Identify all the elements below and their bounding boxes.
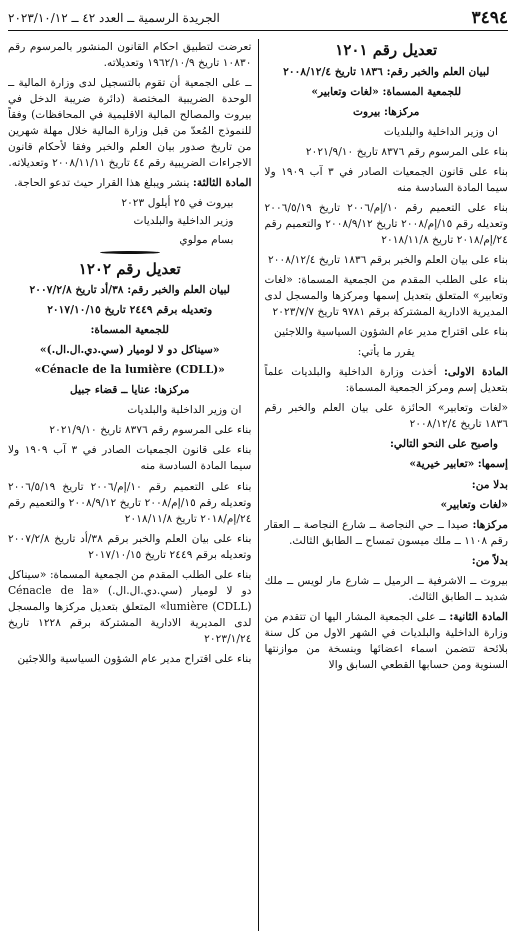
new-seat-label: مركزها: [472, 517, 508, 531]
new-name-label: إسمها: [477, 457, 508, 471]
left-column [8, 39, 258, 931]
amendment-1202-seat: مركزها: عنايا ــ قضاء جبيل [70, 383, 190, 397]
recital-proposal-2: بناء على اقتراح مدير عام الشؤون السياسية واللاجئين [17, 652, 252, 665]
decides-line: يقرر ما يأتي: [357, 345, 415, 359]
new-name-text: «تعابير خيرية» [409, 457, 475, 471]
signature-name: بسام مولوي [179, 232, 234, 246]
amendment-1202-association-label: للجمعية المسماة: [90, 323, 170, 337]
article-three-label: المادة الثالثة: [192, 176, 252, 190]
association-holding: «لغات وتعابير» الحائزة على بيان العلم والخبر رقم ١٨٣٦ تاريخ ٢٠٠٨/١٢/٤ [264, 401, 508, 431]
article-one-text: أخذت وزارة الداخلية والبلديات علماً بتعديل إسم ومركز الجمعية المسماة: [264, 365, 508, 395]
recital-request: بناء على الطلب المقدم من الجمعية المسماة: «لغات وتعابير» المتعلق بتعديل إسمها ومركزها والمسجل لدى المديرية الادارية المشتركة برقم ٩٧٨١ تاريخ ٢٠٢٣/٧/٧ [264, 273, 508, 319]
article-two-label: المادة الثانية: [449, 609, 508, 623]
tax-registration: ــ على الجمعية أن تقوم بالتسجيل لدى وزارة المالية ــ الوحدة الضريبية المختصة (دائرة ضريبة الدخل في بيروت والمصالح المالية الاقليمية في المحافظات) وفقاً للنموذج المُعدّ من قبل وزارة المالية خلال مهلة شهرين من تاريخ صدور بيان العلم والخبر وفقا لأحكام قانون الاجراءات الضريبية رقم ٤٤ تاريخ ٢٠٠٨/١١/١١ وتعديلاته. [8, 76, 252, 170]
instead-of-1: بدلا من: [471, 477, 508, 491]
old-name: «لغات وتعابير» [440, 497, 508, 511]
amendment-1201-title: تعديل رقم ١٢٠١ [335, 41, 438, 59]
amendment-1202-association-ar: «سيناكل دو لا لوميار (سي.دي.ال.ال.)» [39, 343, 220, 357]
amendment-1201-association: للجمعية المسماة: «لغات وتعابير» [311, 84, 462, 98]
page-header [8, 6, 508, 31]
recital-decree-2: بناء على المرسوم رقم ٨٣٧٦ تاريخ ٢٠٢١/٩/١٠ [49, 423, 252, 437]
recital-proposal: بناء على اقتراح مدير عام الشؤون السياسية واللاجئين [273, 325, 508, 339]
minister-intro-2: ان وزير الداخلية والبلديات [127, 403, 242, 417]
continued-text: تعرضت لتطبيق احكام القانون المنشور بالمرسوم رقم ١٠٨٣٠ تاريخ ١٩٦٢/١٠/٩ وتعديلاته. [8, 40, 252, 70]
amendment-1201-notice: لبيان العلم والخبر رقم: ١٨٣٦ تاريخ ٢٠٠٨/١٢/٤ [283, 64, 490, 78]
recital-notice: بناء على بيان العلم والخبر برقم ١٨٣٦ تاريخ ٢٠٠٨/١٢/٤ [268, 252, 508, 266]
columns [8, 39, 508, 931]
new-seat-text: صيدا ــ حي النجاصة ــ شارع النجاصة ــ العقار رقم ١١٠٨ ــ ملك ميسون تمساح ــ الطابق الثالث. [264, 517, 508, 547]
old-seat: بيروت ــ الاشرفية ــ الرميل ــ شارع مار لويس ــ ملك شديد ــ الطابق الثالث. [264, 573, 508, 603]
amendment-1202-notice: لبيان العلم والخبر رقم: ٣٨/أد تاريخ ٢٠٠٧/٢/٨ [29, 283, 231, 297]
page-number: ٣٤٩٤ [471, 8, 508, 28]
instead-of-2: بدلاً من: [471, 553, 508, 567]
new-seat [265, 517, 509, 549]
article-two-text: ــ على الجمعية المشار اليها ان تتقدم من وزارة الداخلية والبلديات في الشهر الاول من كل سنة بلائحة تتضمن اسماء اعضائها وبنسخة من موازنتها السنوية ومن حسابها القطعي السابق والا [264, 609, 508, 671]
minister-intro: ان وزير الداخلية والبلديات [383, 124, 498, 138]
article-three [8, 175, 252, 191]
signature-title: وزير الداخلية والبلديات [133, 214, 234, 228]
article-three-text: ينشر ويبلغ هذا القرار حيث تدعو الحاجة. [14, 176, 190, 190]
amendment-1202-association-fr: «Cénacle de la lumière (CDLL)» [34, 363, 225, 377]
became-line: واصبح على النحو التالي: [389, 437, 498, 451]
article-two [265, 609, 509, 673]
article-one-label: المادة الاولى: [443, 365, 508, 379]
section-separator [100, 251, 160, 254]
right-column [258, 39, 509, 931]
gazette-title: الجريدة الرسمية ــ العدد ٤٢ ــ ٢٠٢٣/١٠/١٢ [8, 11, 220, 25]
amendment-1202-title: تعديل رقم ١٢٠٢ [78, 259, 181, 278]
signature-date: بيروت في ٢٥ أيلول ٢٠٢٣ [121, 196, 234, 210]
new-name [265, 456, 509, 472]
recital-circular: بناء على التعميم رقم ١٠/إم/٢٠٠٦ تاريخ ٢٠٠٦/٥/١٩ وتعديله رقم ١٥/إم/٢٠٠٨ تاريخ ٢٠٠٨/٩/١٢ والتعميم رقم ٢٤/إم/٢٠١٨ تاريخ ٢٠١٨/١١/٨ [264, 200, 508, 246]
recital-decree: بناء على المرسوم رقم ٨٣٧٦ تاريخ ٢٠٢١/٩/١٠ [305, 144, 508, 158]
article-one [265, 364, 509, 396]
amendment-1201-seat: مركزها: بيروت [353, 104, 420, 118]
recital-law-2: بناء على قانون الجمعيات الصادر في ٣ آب ١٩٠٩ ولا سيما المادة السادسة منه [8, 443, 252, 473]
recital-circular-2: بناء على التعميم رقم ١٠/إم/٢٠٠٦ تاريخ ٢٠٠٦/٥/١٩ وتعديله رقم ١٥/إم/٢٠٠٨ تاريخ ٢٠٠٨/٩/١٢ والتعميم رقم ٢٤/إم/٢٠١٨ تاريخ ٢٠١٨/١١/٨ [8, 479, 252, 525]
recital-request-2: بناء على الطلب المقدم من الجمعية المسماة: «سيناكل دو لا لوميار (سي.دي.ال.ال.) «Cénacle de la lumière (CDLL)» المتعلق بتعديل مركزها والمسجل لدى المديرية الادارية المشتركة برقم ١٢٢٨ تاريخ ٢٠٢٣/١/٢٤ [8, 567, 252, 645]
recital-notice-2: بناء على بيان العلم والخبر برقم ٣٨/أد تاريخ ٢٠٠٧/٢/٨ وتعديله برقم ٢٤٤٩ تاريخ ٢٠١٧/١٠/١٥ [8, 531, 252, 561]
recital-law: بناء على قانون الجمعيات الصادر في ٣ آب ١٩٠٩ ولا سيما المادة السادسة منه [264, 164, 508, 194]
amendment-1202-revision: وتعديله برقم ٢٤٤٩ تاريخ ٢٠١٧/١٠/١٥ [47, 303, 213, 317]
